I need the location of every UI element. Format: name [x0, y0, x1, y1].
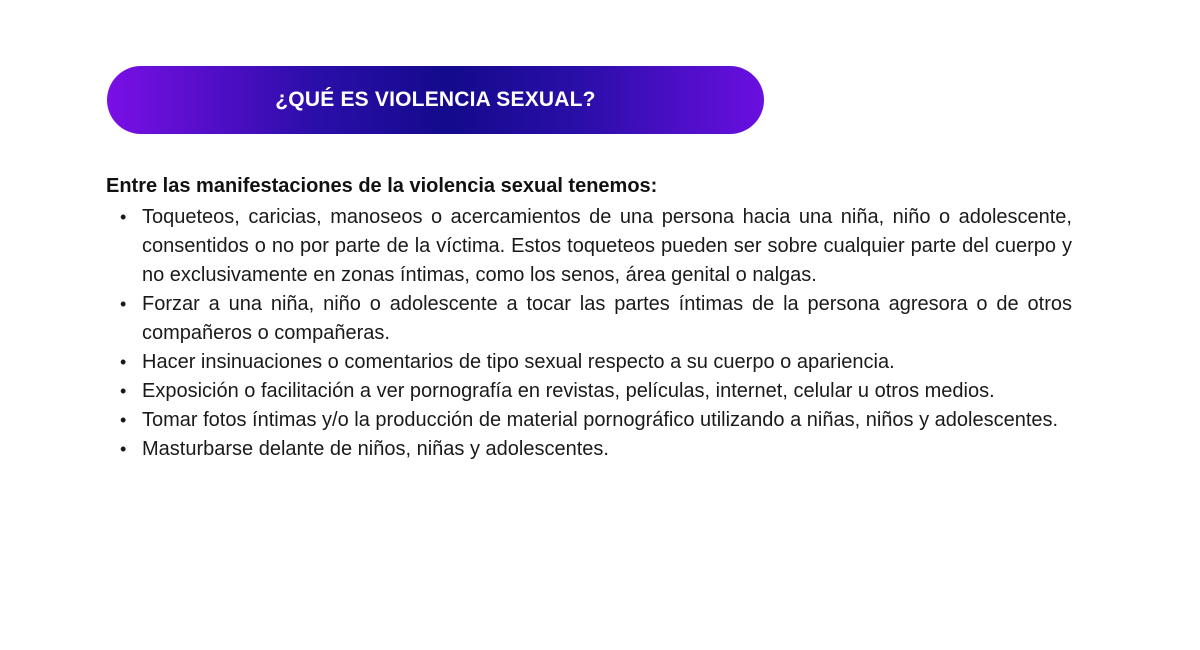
section-title: ¿QUÉ ES VIOLENCIA SEXUAL?: [275, 88, 596, 111]
list-item-text: Exposición o facilitación a ver pornografía en revistas, películas, internet, celular u otros medios.: [142, 380, 995, 402]
list-item: [120, 203, 1072, 290]
bullet-icon: •: [120, 410, 127, 430]
list-item: [120, 435, 1072, 464]
content-body: [106, 172, 1072, 464]
list-item-text: Toqueteos, caricias, manoseos o acercamientos de una persona hacia una niña, niño o adolescente, consentidos o no por parte de la víctima. Estos toqueteos pueden ser sobre cualquier parte del cuerpo y no exclusivamente en zonas íntimas, como los senos, área genital o nalgas.: [142, 206, 1072, 286]
intro-text: Entre las manifestaciones de la violencia sexual tenemos:: [106, 175, 658, 197]
list-item-text: Tomar fotos íntimas y/o la producción de material pornográfico utilizando a niñas, niños y adolescentes.: [142, 409, 1059, 431]
list-item: [120, 348, 1072, 377]
list-item-text: Forzar a una niña, niño o adolescente a tocar las partes íntimas de la persona agresora o de otros compañeros o compañeras.: [142, 293, 1072, 344]
manifestations-list: [106, 203, 1072, 464]
list-item: [120, 290, 1072, 348]
bullet-icon: •: [120, 381, 127, 401]
list-item-text: Masturbarse delante de niños, niñas y adolescentes.: [142, 438, 609, 460]
bullet-icon: •: [120, 439, 127, 459]
list-item: [120, 406, 1072, 435]
section-title-banner: [107, 66, 764, 134]
bullet-icon: •: [120, 352, 127, 372]
bullet-icon: •: [120, 207, 127, 227]
bullet-icon: •: [120, 294, 127, 314]
list-item-text: Hacer insinuaciones o comentarios de tipo sexual respecto a su cuerpo o apariencia.: [142, 351, 895, 373]
list-item: [120, 377, 1072, 406]
